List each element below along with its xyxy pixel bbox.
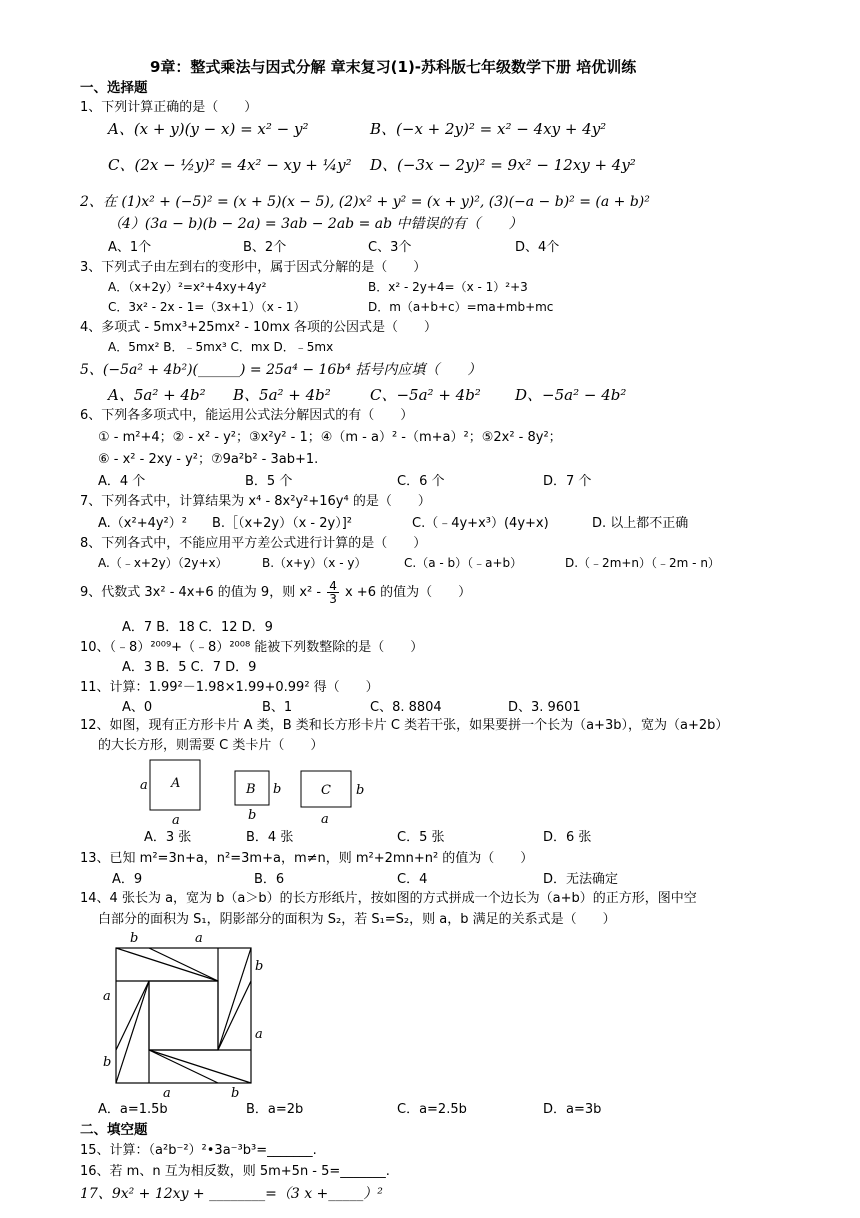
question-8-stem: 8、下列各式中，不能应用平方差公式进行计算的是（ ）	[80, 536, 427, 551]
question-3-option-d: D．m（a+b+c）=ma+mb+mc	[368, 300, 554, 314]
card-c-side-label: b	[356, 783, 365, 798]
card-c-label: C	[321, 783, 331, 798]
question-2-option-d: D、4个	[515, 240, 560, 255]
question-14-stem-2: 白部分的面积为 S₁，阴影部分的面积为 S₂，若 S₁=S₂，则 a，b 满足的关系式是（ ）	[98, 912, 616, 927]
question-1-option-a: A、(x + y)(y − x) = x² − y²	[108, 120, 309, 138]
question-5-option-a: A、5a² + 4b²	[108, 386, 206, 404]
question-12-figure	[130, 756, 380, 828]
card-b-side-label: b	[273, 782, 282, 797]
inner-square	[149, 981, 218, 1050]
question-10-stem: 10、（﹣8）²⁰⁰⁹+（﹣8）²⁰⁰⁸ 能被下列数整除的是（ ）	[80, 640, 424, 655]
question-6-items-line-1: ① - m²+4；② - x² - y²；③x²y² - 1；④（m - a）² -（m+a）²；⑤2x² - 8y²；	[98, 430, 562, 445]
question-17-stem: 17、9x² + 12xy + ________=（3 x +_____）²	[80, 1186, 383, 1202]
question-9-options: A．7 B．18 C．12 D．9	[122, 620, 273, 635]
figure-label-right-a: a	[255, 1027, 263, 1042]
question-14-figure	[95, 928, 275, 1100]
question-12-option-b: B．4 张	[246, 830, 294, 845]
question-8-option-b: B.（x+y）（x - y）	[262, 556, 367, 570]
question-9-fraction-numerator: 4	[329, 579, 337, 593]
question-2-option-a: A、1个	[108, 240, 152, 255]
question-7-option-a: A.（x²+4y²）²	[98, 516, 187, 531]
question-12-option-a: A．3 张	[144, 830, 192, 845]
question-1-option-c: C、(2x − ½y)² = 4x² − xy + ¼y²	[108, 156, 352, 174]
question-6-option-c: C．6 个	[397, 474, 445, 489]
page-title: 9章：整式乘法与因式分解 章末复习(1)-苏科版七年级数学下册 培优训练	[150, 58, 637, 76]
question-13-stem: 13、已知 m²=3n+a，n²=3m+a，m≠n，则 m²+2mn+n² 的值为（ ）	[80, 851, 534, 866]
question-5-stem: 5、(−5a² + 4b²)(______) = 25a⁴ − 16b⁴ 括号内应填（ ）	[80, 362, 482, 378]
question-7-option-d: D. 以上都不正确	[592, 516, 689, 531]
question-11-option-d: D、3. 9601	[508, 700, 581, 715]
question-4-options: A．5mx² B．﹣5mx³ C．mx D．﹣5mx	[108, 340, 334, 354]
question-6-option-a: A．4 个	[98, 474, 146, 489]
question-5-option-c: C、−5a² + 4b²	[370, 386, 481, 404]
question-14-option-d: D．a=3b	[543, 1102, 602, 1117]
question-1-option-d: D、(−3x − 2y)² = 9x² − 12xy + 4y²	[370, 156, 636, 174]
question-13-option-d: D．无法确定	[543, 872, 619, 887]
question-9-stem	[80, 580, 471, 605]
figure-label-left-a: a	[103, 989, 111, 1004]
question-7-option-b: B.［（x+2y）（x - 2y）]²	[212, 516, 352, 531]
question-11-stem: 11、计算：1.99²－1.98×1.99+0.99² 得（ ）	[80, 680, 379, 695]
question-14-option-c: C．a=2.5b	[397, 1102, 467, 1117]
figure-label-left-b: b	[103, 1055, 112, 1070]
question-12-stem-2: 的大长方形，则需要 C 类卡片（ ）	[98, 738, 324, 753]
question-12-option-c: C．5 张	[397, 830, 445, 845]
card-b-bottom-label: b	[248, 808, 257, 823]
question-13-option-c: C．4	[397, 872, 428, 887]
question-4-stem: 4、多项式 - 5mx³+25mx² - 10mx 各项的公因式是（ ）	[80, 320, 438, 335]
question-8-option-a: A.（﹣x+2y）（2y+x）	[98, 556, 228, 570]
question-3-option-b: B．x² - 2y+4=（x - 1）²+3	[368, 280, 528, 294]
question-11-option-c: C、8. 8804	[370, 700, 442, 715]
question-8-option-d: D.（﹣2m+n）（﹣2m - n）	[565, 556, 720, 570]
card-a-bottom-label: a	[172, 813, 180, 828]
question-14-stem: 14、4 张长为 a，宽为 b（a＞b）的长方形纸片，按如图的方式拼成一个边长为（a+b）的正方形，图中空	[80, 891, 697, 906]
question-9-stem-part-2: x +6 的值为（ ）	[344, 585, 472, 600]
question-13-option-a: A．9	[112, 872, 143, 887]
question-2-option-b: B、2个	[243, 240, 287, 255]
card-b-label: B	[246, 782, 256, 797]
figure-label-bottom-b: b	[231, 1086, 240, 1100]
question-10-options: A．3 B．5 C．7 D．9	[122, 660, 257, 675]
question-6-option-b: B．5 个	[245, 474, 293, 489]
question-8-option-c: C.（a - b）（﹣a+b）	[404, 556, 523, 570]
question-2-stem: 2、在 (1)x² + (−5)² = (x + 5)(x − 5), (2)x² + y² = (x + y)², (3)(−a − b)² = (a + b)²	[80, 194, 650, 210]
question-16-stem: 16、若 m、n 互为相反数，则 5m+5n - 5=_______.	[80, 1164, 390, 1179]
question-9-stem-part-1: 9、代数式 3x² - 4x+6 的值为 9，则 x² -	[80, 585, 322, 600]
question-9-fraction	[327, 580, 339, 605]
section-heading-choice: 一、选择题	[80, 80, 148, 96]
question-9-fraction-denominator: 3	[329, 592, 337, 606]
figure-label-top-a: a	[195, 931, 203, 946]
question-3-stem: 3、下列式子由左到右的变形中，属于因式分解的是（ ）	[80, 260, 427, 275]
question-11-option-b: B、1	[262, 700, 293, 715]
question-12-stem: 12、如图，现有正方形卡片 A 类，B 类和长方形卡片 C 类若干张，如果要拼一个长为（a+3b），宽为（a+2b）	[80, 718, 729, 733]
question-14-option-b: B．a=2b	[246, 1102, 304, 1117]
question-2-option-c: C、3个	[368, 240, 412, 255]
question-1-option-b: B、(−x + 2y)² = x² − 4xy + 4y²	[370, 120, 607, 138]
card-c-bottom-label: a	[321, 812, 329, 827]
question-3-option-a: A．（x+2y）²=x²+4xy+4y²	[108, 280, 267, 294]
question-7-option-c: C.（﹣4y+x³）(4y+x)	[412, 516, 549, 531]
card-a-side-label: a	[140, 778, 148, 793]
figure-label-bottom-a: a	[163, 1086, 171, 1100]
question-5-option-d: D、−5a² − 4b²	[515, 386, 627, 404]
question-11-option-a: A、0	[122, 700, 153, 715]
question-14-option-a: A．a=1.5b	[98, 1102, 168, 1117]
question-1-stem: 1、下列计算正确的是（ ）	[80, 100, 258, 115]
question-3-option-c: C．3x² - 2x - 1=（3x+1）（x - 1）	[108, 300, 306, 314]
section-heading-fill-blank: 二、填空题	[80, 1122, 148, 1138]
question-6-option-d: D．7 个	[543, 474, 592, 489]
question-13-option-b: B．6	[254, 872, 285, 887]
question-5-option-b: B、5a² + 4b²	[233, 386, 331, 404]
question-6-items-line-2: ⑥ - x² - 2xy - y²；⑦9a²b² - 3ab+1.	[98, 452, 319, 467]
figure-label-top-b: b	[130, 931, 139, 946]
question-6-stem: 6、下列各多项式中，能运用公式法分解因式的有（ ）	[80, 408, 414, 423]
question-2-stem-2: （4）(3a − b)(b − 2a) = 3ab − 2ab = ab 中错误的有（ ）	[108, 216, 523, 232]
outer-square	[116, 948, 251, 1083]
figure-label-right-b: b	[255, 959, 264, 974]
card-a-label: A	[171, 776, 181, 791]
question-15-stem: 15、计算：（a²b⁻²）²•3a⁻³b³=_______.	[80, 1143, 317, 1158]
question-7-stem: 7、下列各式中，计算结果为 x⁴ - 8x²y²+16y⁴ 的是（ ）	[80, 494, 431, 509]
question-12-option-d: D．6 张	[543, 830, 592, 845]
